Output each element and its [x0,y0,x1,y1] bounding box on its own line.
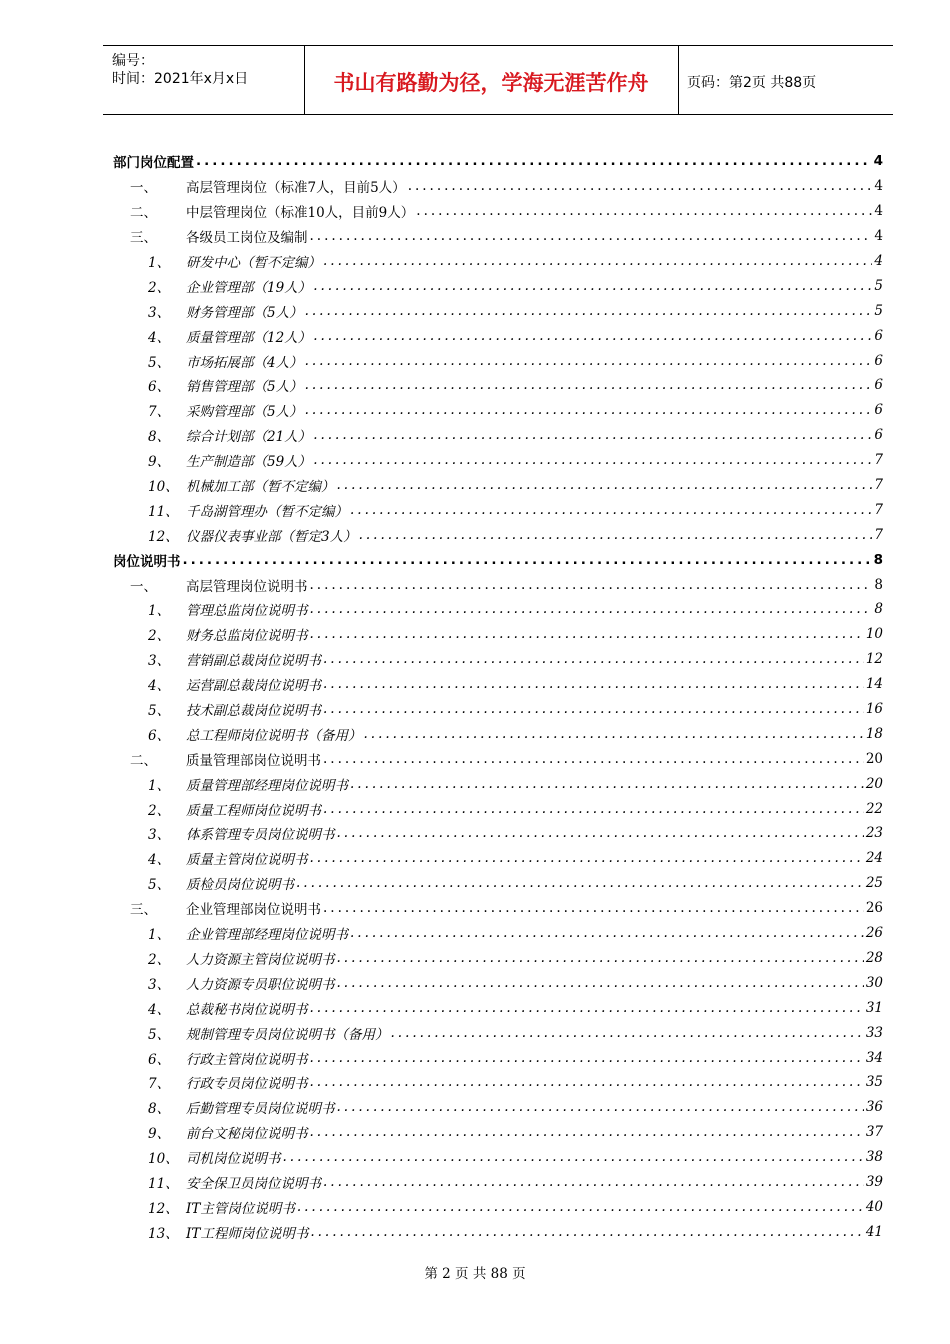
toc-entry-title: 运营副总裁岗位说明书 [186,674,323,694]
toc-entry-page: 8 [874,601,883,618]
toc-dot-leader [323,253,872,269]
toc-entry-number: 3、 [148,827,171,844]
toc-entry[interactable] [113,746,883,771]
toc-entry-page: 7 [874,477,883,494]
toc-entry-number: 7、 [148,404,171,421]
toc-entry[interactable] [113,298,883,323]
toc-dot-leader [296,875,864,891]
toc-dot-leader [305,402,873,418]
toc-entry-title: IT工程师岗位说明书 [186,1222,310,1242]
toc-entry[interactable] [113,448,883,473]
toc-entry[interactable] [113,273,883,298]
toc-dot-leader [310,626,864,642]
toc-entry-title: 中层管理岗位（标准10人，目前9人） [186,201,416,221]
toc-entry-number: 4、 [148,678,171,695]
toc-entry-number: 6、 [148,727,171,744]
toc-entry[interactable] [113,995,883,1020]
toc-entry-title: 企业管理部经理岗位说明书 [186,923,350,943]
toc-entry-title: 安全保卫员岗位说明书 [186,1172,323,1192]
toc-dot-leader [183,552,872,568]
toc-entry-page: 26 [865,900,883,917]
toc-entry-title: 生产制造部（59人） [186,450,313,470]
toc-entry-page: 24 [865,850,883,867]
header-page-cell [678,46,893,114]
toc-entry-title: 体系管理专员岗位说明书 [186,823,337,843]
toc-dot-leader [323,900,864,916]
toc-entry-number: 4、 [148,329,171,346]
toc-dot-leader [313,452,872,468]
toc-entry-title: 高层管理岗位（标准7人，目前5人） [186,176,408,196]
toc-entry[interactable] [113,597,883,622]
toc-entry-title: IT主管岗位说明书 [186,1197,297,1217]
toc-entry-title: 企业管理部岗位说明书 [186,898,323,918]
toc-dot-leader [305,303,873,319]
toc-dot-leader [323,751,864,767]
toc-dot-leader [323,801,864,817]
toc-entry-page: 26 [865,925,883,942]
toc-entry-number: 11、 [148,503,179,520]
toc-dot-leader [337,975,864,991]
toc-dot-leader [408,178,873,194]
toc-entry-title: 质量管理部（12人） [186,326,313,346]
toc-entry-title: 质检员岗位说明书 [186,873,296,893]
toc-dot-leader [323,651,864,667]
toc-entry-number: 8、 [148,429,171,446]
toc-entry-number: 3、 [148,976,171,993]
toc-entry-number: 6、 [148,1051,171,1068]
toc-entry-page: 8 [874,576,883,593]
toc-entry-page: 30 [865,974,883,991]
toc-entry-number: 9、 [148,454,171,471]
toc-entry-page: 25 [865,875,883,892]
toc-dot-leader [283,1149,864,1165]
toc-entry-number: 一、 [130,578,157,595]
toc-dot-leader [350,776,864,792]
table-of-contents [113,149,883,1244]
toc-entry[interactable] [113,572,883,597]
toc-entry-number: 5、 [148,1026,171,1043]
toc-entry-number: 1、 [148,777,171,794]
toc-entry-page: 18 [865,725,883,742]
toc-entry-title: 财务管理部（5人） [186,301,305,321]
toc-entry[interactable] [113,1095,883,1120]
toc-entry-title: 行政主管岗位说明书 [186,1048,310,1068]
toc-dot-leader [313,328,872,344]
toc-entry-number: 3、 [148,653,171,670]
toc-entry[interactable] [113,149,883,174]
toc-entry-page: 7 [874,526,883,543]
toc-entry-title: 营销副总裁岗位说明书 [186,649,323,669]
toc-entry[interactable] [113,1145,883,1170]
toc-entry[interactable] [113,1170,883,1195]
toc-dot-leader [310,1074,864,1090]
toc-entry[interactable] [113,846,883,871]
toc-entry-page: 39 [865,1173,883,1190]
motto-text: 书山有路勤为径，学海无涯苦作舟 [333,71,649,95]
toc-dot-leader [337,825,864,841]
toc-entry[interactable] [113,1120,883,1145]
toc-entry-page: 37 [865,1124,883,1141]
toc-entry-title: 高层管理岗位说明书 [186,575,310,595]
toc-entry-number: 2、 [148,279,171,296]
toc-entry-title: 各级员工岗位及编制 [186,226,310,246]
toc-entry-page: 20 [865,750,883,767]
toc-entry[interactable] [113,921,883,946]
toc-dot-leader [310,228,873,244]
toc-entry-title: 前台文秘岗位说明书 [186,1122,310,1142]
toc-entry-title: 人力资源专员职位说明书 [186,973,337,993]
toc-dot-leader [359,527,873,543]
toc-entry-page: 4 [874,228,883,245]
toc-entry-title: 质量工程师岗位说明书 [186,799,323,819]
toc-entry[interactable] [113,522,883,547]
toc-dot-leader [323,1174,864,1190]
toc-entry-page: 22 [865,800,883,817]
toc-entry-page: 4 [874,178,883,195]
toc-entry-page: 20 [865,775,883,792]
toc-entry-page: 35 [865,1074,883,1091]
toc-entry[interactable] [113,946,883,971]
toc-entry[interactable] [113,174,883,199]
toc-entry-page: 36 [865,1099,883,1116]
toc-dot-leader [391,1025,864,1041]
toc-entry-title: 财务总监岗位说明书 [186,624,310,644]
toc-entry-page: 40 [865,1198,883,1215]
toc-entry-page: 34 [865,1049,883,1066]
toc-entry-page: 6 [874,377,883,394]
toc-entry-page: 4 [874,253,883,269]
toc-entry-number: 5、 [148,354,171,371]
toc-dot-leader [337,950,864,966]
toc-entry[interactable] [113,672,883,697]
toc-entry-title: 综合计划部（21人） [186,425,313,445]
toc-entry[interactable] [113,348,883,373]
page-footer: 第 2 页 共 88 页 [424,1266,526,1282]
toc-dot-leader [364,726,864,742]
toc-entry-page: 6 [874,352,883,369]
toc-entry-page: 33 [865,1024,883,1041]
toc-dot-leader [350,925,864,941]
toc-entry-title: 质量管理部经理岗位说明书 [186,774,350,794]
toc-entry[interactable] [113,721,883,746]
page-info: 页码：第2页 共88页 [687,75,817,91]
toc-entry-number: 4、 [148,852,171,869]
toc-entry[interactable] [113,821,883,846]
toc-entry-number: 1、 [148,927,171,944]
toc-entry-number: 13、 [148,1225,179,1242]
toc-entry-title: 总工程师岗位说明书（备用） [186,724,364,744]
header-motto-cell [304,46,679,114]
toc-entry-title: 岗位说明书 [113,550,183,570]
serial-label: 编号： [112,53,154,69]
toc-dot-leader [416,203,872,219]
toc-entry-title: 采购管理部（5人） [186,400,305,420]
toc-entry[interactable] [113,1194,883,1219]
toc-entry-number: 三、 [130,902,157,919]
toc-dot-leader [310,577,873,593]
toc-dot-leader [310,1000,864,1016]
toc-entry-number: 3、 [148,304,171,321]
header-meta-cell [103,46,305,114]
toc-entry-page: 12 [865,651,883,668]
toc-entry-number: 11、 [148,1175,179,1192]
toc-dot-leader [196,153,872,169]
toc-dot-leader [310,1224,863,1240]
toc-entry-number: 2、 [148,628,171,645]
toc-dot-leader [323,701,864,717]
toc-entry-page: 10 [865,626,883,643]
toc-entry-page: 38 [865,1149,883,1166]
toc-entry-page: 7 [874,452,883,469]
toc-entry-page: 8 [873,551,883,568]
toc-entry[interactable] [113,871,883,896]
toc-entry-number: 二、 [130,205,157,222]
toc-entry-page: 23 [865,825,883,842]
toc-entry-number: 10、 [148,1151,179,1168]
toc-entry[interactable] [113,497,883,522]
toc-entry-title: 千岛湖管理办（暂不定编） [186,500,350,520]
toc-entry-page: 31 [865,999,883,1016]
toc-entry[interactable] [113,224,883,249]
toc-entry-number: 8、 [148,1101,171,1118]
toc-entry-page: 5 [874,277,883,294]
toc-entry-page: 41 [865,1223,883,1240]
toc-entry-title: 司机岗位说明书 [186,1147,283,1167]
toc-entry-title: 人力资源主管岗位说明书 [186,948,337,968]
toc-dot-leader [350,502,872,518]
toc-entry-number: 5、 [148,877,171,894]
toc-entry-number: 5、 [148,703,171,720]
toc-entry-title: 研发中心（暂不定编） [186,251,323,271]
toc-entry-page: 7 [874,501,883,518]
toc-entry-number: 二、 [130,752,157,769]
toc-entry-page: 4 [873,153,883,170]
toc-entry-title: 机械加工部（暂不定编） [186,475,337,495]
toc-entry-title: 质量管理部岗位说明书 [186,749,323,769]
page-header [103,45,893,115]
toc-dot-leader [310,1050,864,1066]
toc-entry-title: 销售管理部（5人） [186,375,305,395]
toc-entry[interactable] [113,697,883,722]
toc-entry-page: 6 [874,402,883,419]
toc-entry[interactable] [113,423,883,448]
toc-entry-number: 7、 [148,1076,171,1093]
toc-entry[interactable] [113,1219,883,1244]
toc-entry-page: 6 [874,427,883,444]
toc-entry[interactable] [113,1020,883,1045]
toc-entry-title: 管理总监岗位说明书 [186,599,310,619]
toc-entry-number: 一、 [130,180,157,197]
toc-entry-number: 12、 [148,1200,179,1217]
toc-entry[interactable] [113,796,883,821]
toc-entry-title: 总裁秘书岗位说明书 [186,998,310,1018]
toc-dot-leader [310,601,873,617]
toc-entry[interactable] [113,473,883,498]
toc-entry-page: 5 [874,302,883,319]
toc-dot-leader [310,1124,864,1140]
toc-entry[interactable] [113,547,883,572]
toc-entry-title: 后勤管理专员岗位说明书 [186,1097,337,1117]
time-label: 时间：2021年x月x日 [112,71,249,87]
toc-dot-leader [323,676,864,692]
toc-entry-number: 9、 [148,1126,171,1143]
toc-entry[interactable] [113,323,883,348]
toc-entry[interactable] [113,199,883,224]
toc-dot-leader [337,477,873,493]
toc-dot-leader [310,850,864,866]
toc-entry-page: 16 [865,701,883,718]
toc-dot-leader [297,1199,864,1215]
toc-entry-number: 10、 [148,479,179,496]
toc-dot-leader [313,427,872,443]
toc-entry-title: 技术副总裁岗位说明书 [186,699,323,719]
toc-entry[interactable] [113,1045,883,1070]
toc-entry[interactable] [113,622,883,647]
toc-entry-number: 2、 [148,951,171,968]
toc-entry-number: 6、 [148,379,171,396]
toc-entry-number: 4、 [148,1001,171,1018]
toc-entry-title: 企业管理部（19人） [186,276,313,296]
toc-entry-number: 12、 [148,528,179,545]
toc-dot-leader [313,278,872,294]
toc-entry[interactable] [113,398,883,423]
toc-entry-page: 4 [874,203,883,220]
toc-entry-title: 质量主管岗位说明书 [186,848,310,868]
toc-entry-page: 14 [865,676,883,693]
toc-entry-number: 三、 [130,230,157,247]
toc-entry[interactable] [113,1070,883,1095]
toc-entry-number: 2、 [148,802,171,819]
toc-entry[interactable] [113,249,883,274]
toc-entry-title: 仪器仪表事业部（暂定3人） [186,525,359,545]
toc-entry[interactable] [113,373,883,398]
toc-entry[interactable] [113,647,883,672]
toc-dot-leader [337,1099,864,1115]
toc-entry-title: 行政专员岗位说明书 [186,1072,310,1092]
toc-dot-leader [305,377,873,393]
toc-entry-page: 6 [874,327,883,344]
toc-entry[interactable] [113,771,883,796]
toc-entry[interactable] [113,970,883,995]
toc-entry[interactable] [113,896,883,921]
toc-entry-number: 1、 [148,603,171,620]
toc-entry-title: 部门岗位配置 [113,151,196,171]
toc-entry-page: 28 [865,949,883,966]
toc-entry-number: 1、 [148,255,171,271]
toc-entry-title: 市场拓展部（4人） [186,351,305,371]
toc-dot-leader [305,353,873,369]
toc-entry-title: 规制管理专员岗位说明书（备用） [186,1023,391,1043]
